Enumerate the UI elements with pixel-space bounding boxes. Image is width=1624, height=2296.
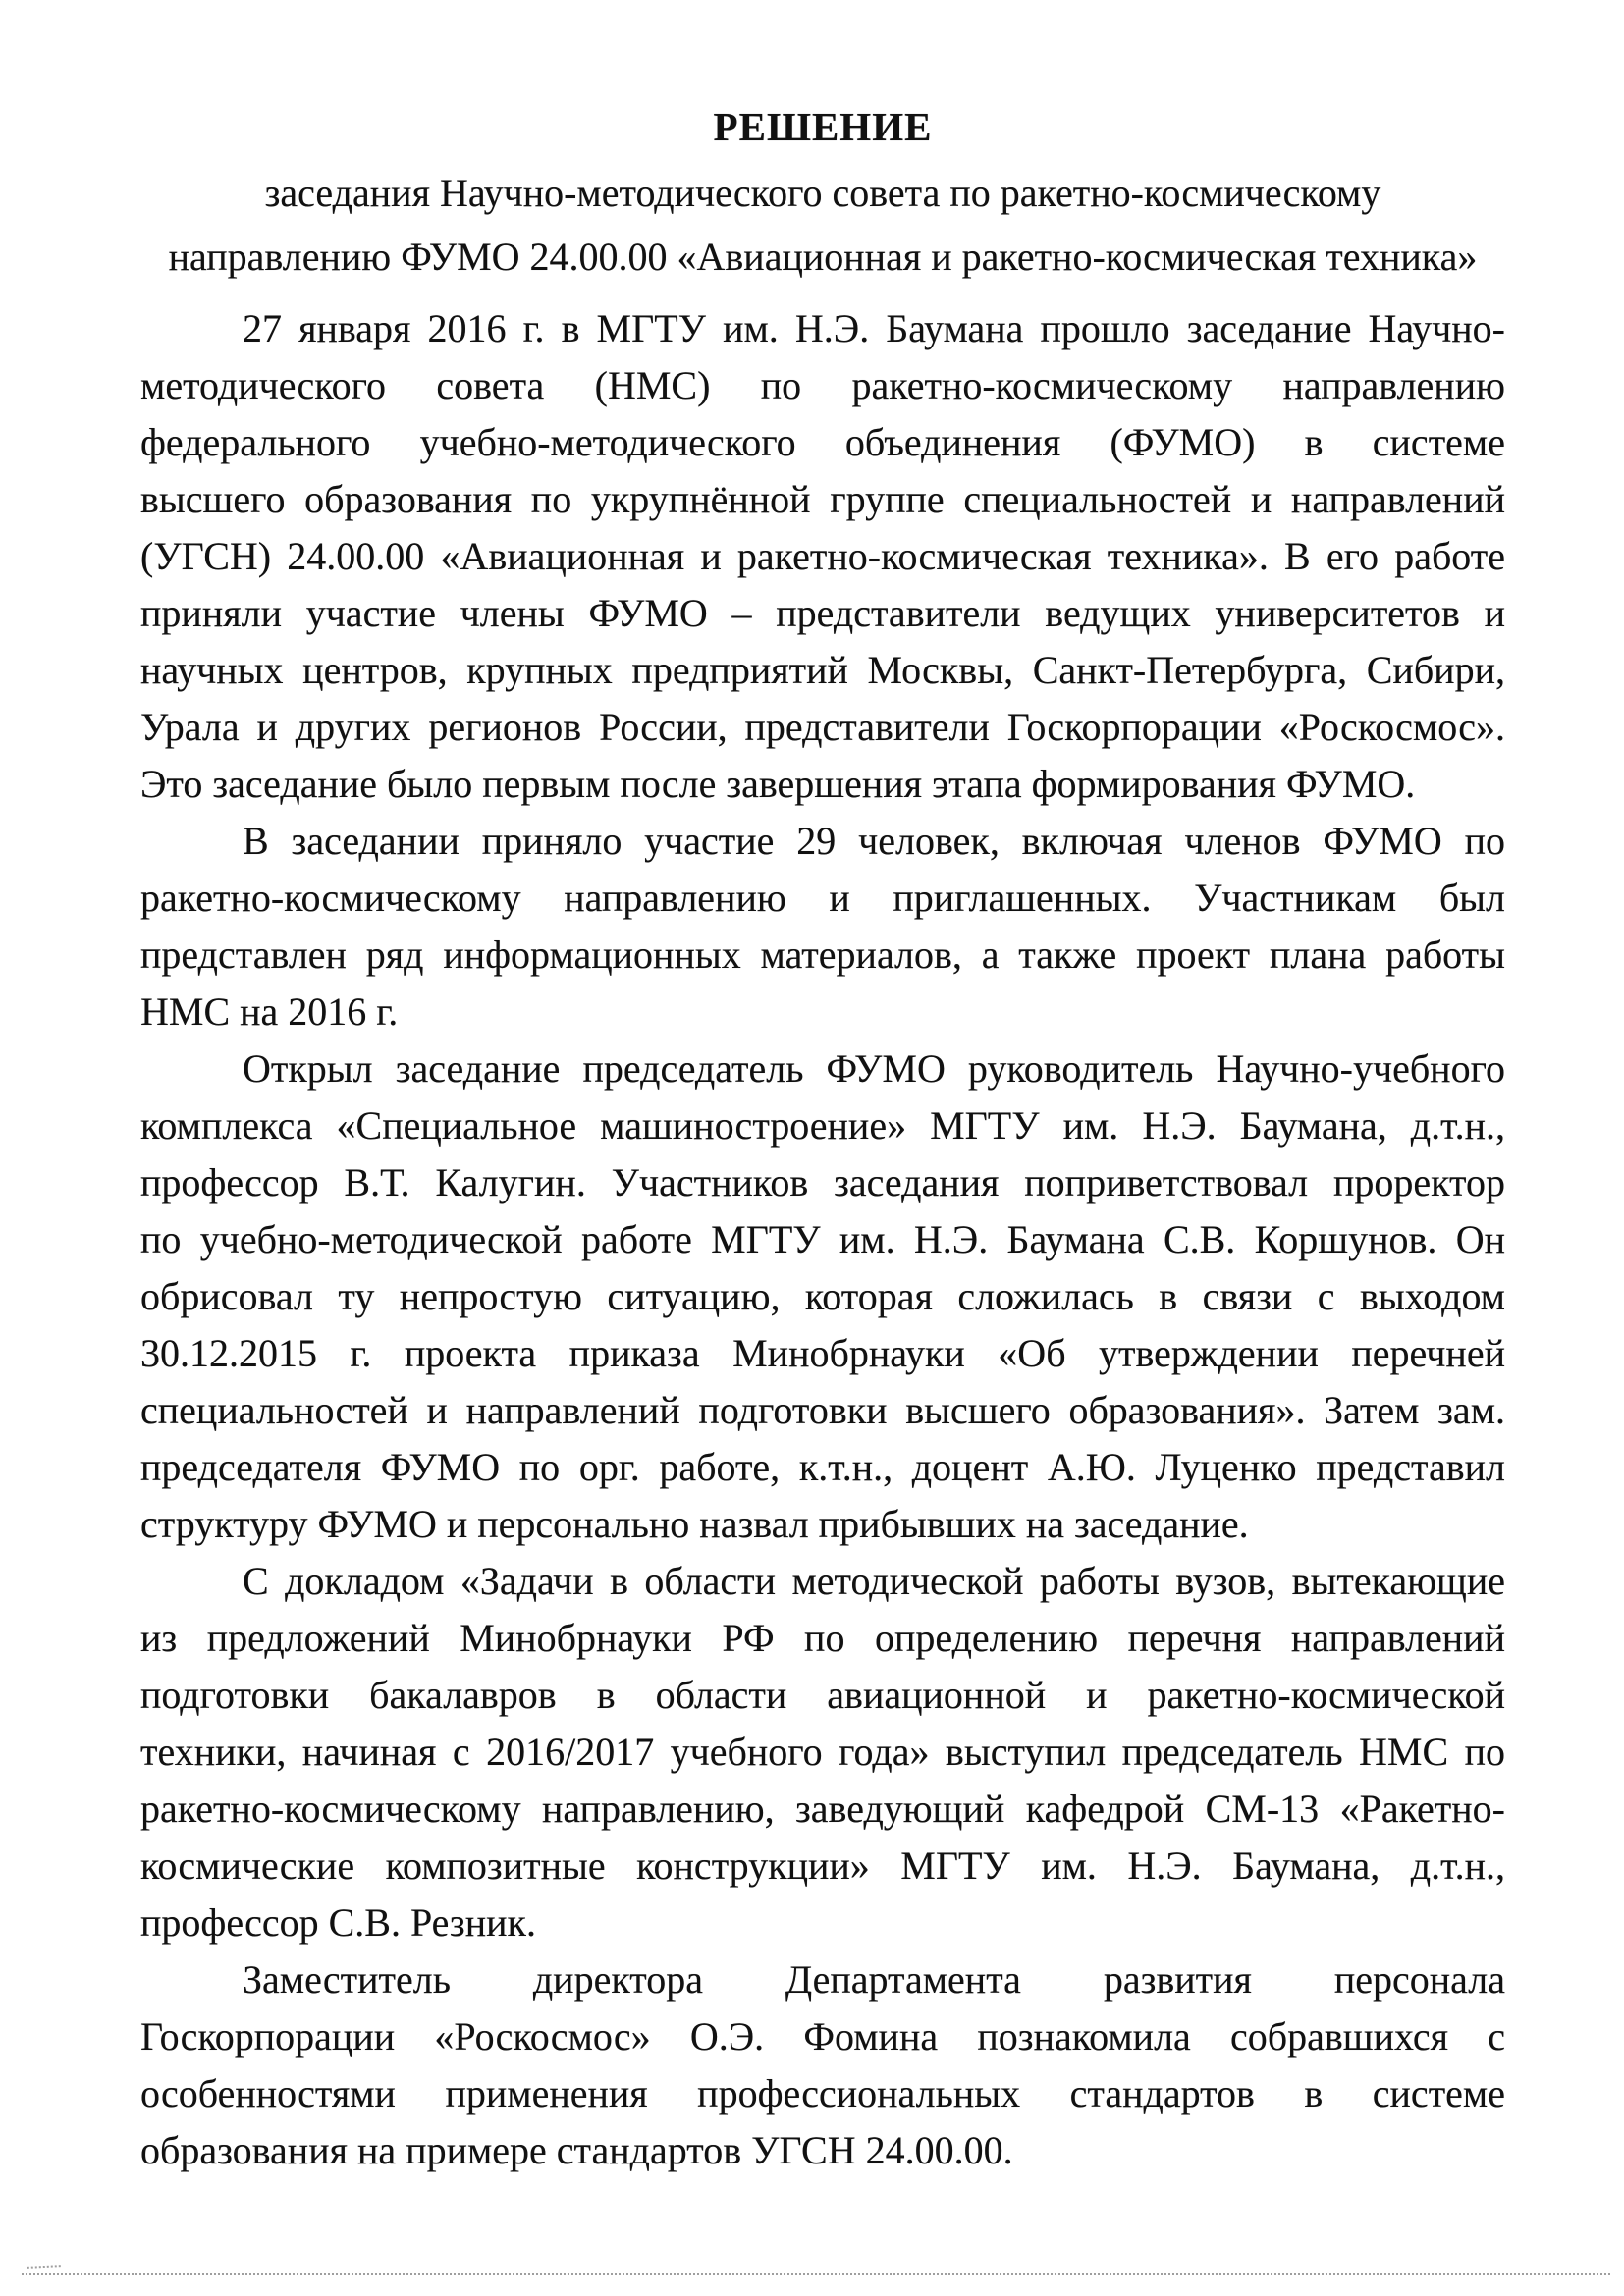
document-body (140, 300, 1505, 2179)
paragraph (140, 1951, 1505, 2179)
document-content (140, 98, 1505, 2179)
text-line: из предложений Минобрнауки РФ по определению перечня направлений (140, 1616, 1505, 1660)
text-line: представлен ряд информационных материалов, а также проект плана работы (140, 933, 1505, 977)
text-line: специальностей и направлений подготовки высшего образования». Затем зам. (140, 1388, 1505, 1432)
paragraph (140, 300, 1505, 813)
text-line: техники, начиная с 2016/2017 учебного года» выступил председатель НМС по (140, 1730, 1505, 1774)
text-line: В заседании приняло участие 29 человек, включая членов ФУМО по (243, 819, 1505, 863)
text-line: космические композитные конструкции» МГТУ им. Н.Э. Баумана, д.т.н., (140, 1843, 1505, 1888)
text-line: Открыл заседание председатель ФУМО руководитель Научно-учебного (243, 1046, 1505, 1091)
text-line: методического совета (НМС) по ракетно-космическому направлению (140, 363, 1505, 407)
subtitle-line: направлению ФУМО 24.00.00 «Авиационная и ракетно-космическая техника» (168, 235, 1478, 279)
subtitle-line: заседания Научно-методического совета по ракетно-космическому (264, 171, 1381, 215)
text-line: высшего образования по укрупнённой группе специальностей и направлений (140, 477, 1505, 521)
paragraph (140, 1041, 1505, 1553)
paragraph (140, 1553, 1505, 1951)
text-line: структуру ФУМО и персонально назвал прибывших на заседание. (140, 1502, 1249, 1546)
text-line: обрисовал ту непростую ситуацию, которая сложилась в связи с выходом (140, 1274, 1505, 1318)
text-line: Госкорпорации «Роскосмос» О.Э. Фомина познакомила собравшихся с (140, 2014, 1505, 2058)
document-subtitle (140, 161, 1505, 289)
text-line: подготовки бакалавров в области авиационной и ракетно-космической (140, 1673, 1505, 1717)
text-line: (УГСН) 24.00.00 «Авиационная и ракетно-космическая техника». В его работе (140, 534, 1505, 578)
text-line: председателя ФУМО по орг. работе, к.т.н., доцент А.Ю. Луценко представил (140, 1445, 1505, 1489)
text-line: ракетно-космическому направлению, заведующий кафедрой СМ-13 «Ракетно- (140, 1787, 1505, 1831)
text-line: по учебно-методической работе МГТУ им. Н.Э. Баумана С.В. Коршунов. Он (140, 1217, 1505, 1261)
scan-artifact-line (22, 2273, 1610, 2275)
text-line: профессор В.Т. Калугин. Участников заседания поприветствовал проректор (140, 1160, 1505, 1204)
text-line: комплекса «Специальное машиностроение» МГТУ им. Н.Э. Баумана, д.т.н., (140, 1103, 1505, 1148)
text-line: научных центров, крупных предприятий Москвы, Санкт-Петербурга, Сибири, (140, 648, 1505, 692)
document-title: РЕШЕНИЕ (713, 104, 933, 149)
text-line: профессор С.В. Резник. (140, 1900, 536, 1945)
text-line: 27 января 2016 г. в МГТУ им. Н.Э. Баумана прошло заседание Научно- (243, 306, 1505, 350)
text-line: С докладом «Задачи в области методической работы вузов, вытекающие (243, 1559, 1505, 1603)
text-line: Это заседание было первым после завершения этапа формирования ФУМО. (140, 762, 1416, 806)
text-line: федерального учебно-методического объединения (ФУМО) в системе (140, 420, 1505, 464)
text-line: особенностями применения профессиональных стандартов в системе (140, 2071, 1505, 2115)
text-line: образования на примере стандартов УГСН 24.00.00. (140, 2128, 1013, 2172)
text-line: НМС на 2016 г. (140, 989, 399, 1034)
text-line: 30.12.2015 г. проекта приказа Минобрнауки «Об утверждении перечней (140, 1331, 1505, 1375)
text-line: Урала и других регионов России, представители Госкорпорации «Роскосмос». (140, 705, 1505, 749)
text-line: приняли участие члены ФУМО – представители ведущих университетов и (140, 591, 1505, 635)
text-line: Заместитель директора Департамента развития персонала (243, 1957, 1505, 2002)
paragraph (140, 813, 1505, 1041)
text-line: ракетно-космическому направлению и приглашенных. Участникам был (140, 876, 1505, 920)
